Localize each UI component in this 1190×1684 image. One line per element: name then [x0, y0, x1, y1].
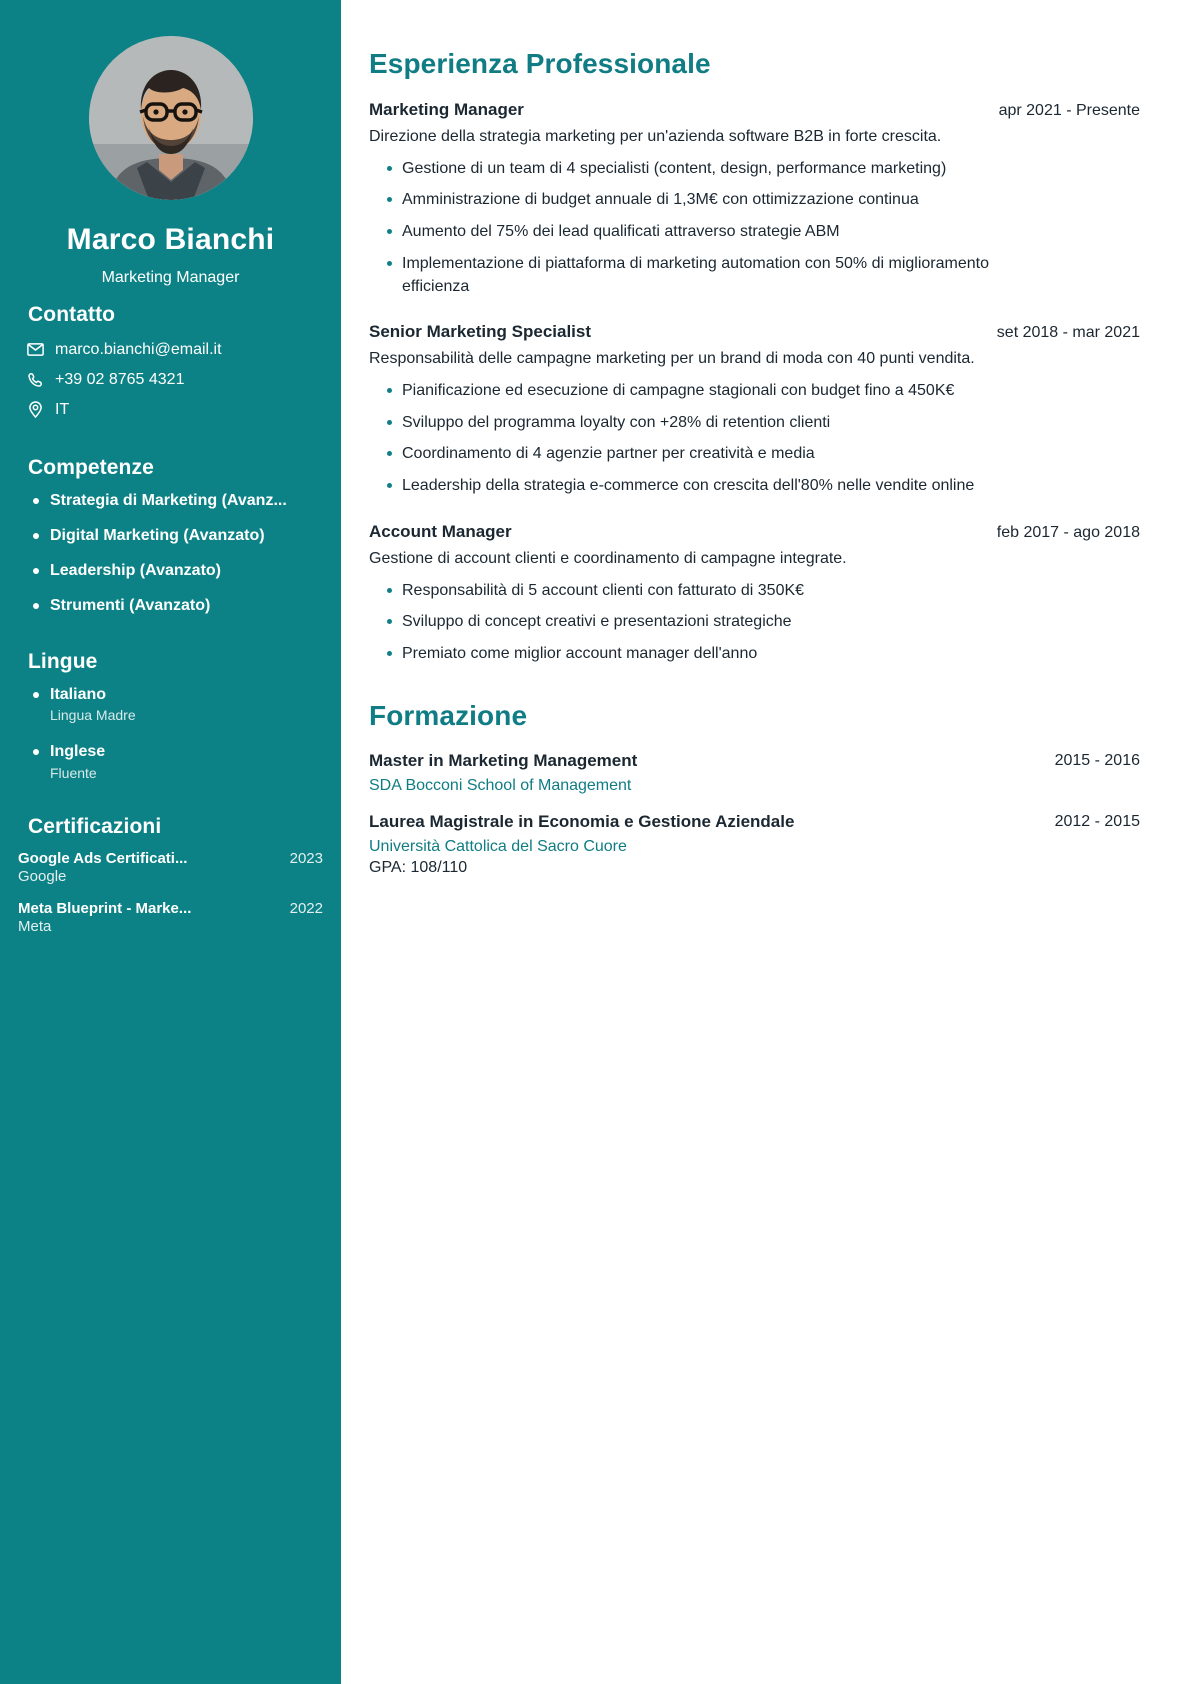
skills-list: [32, 491, 323, 616]
certification-item: [18, 850, 323, 885]
full-name: Marco Bianchi: [66, 223, 275, 256]
certification-name: Meta Blueprint - Marke...: [18, 900, 192, 918]
certification-item: [18, 900, 323, 935]
language-item: [32, 742, 323, 781]
job-dates: apr 2021 - Presente: [998, 102, 1140, 119]
certifications-heading: Certificazioni: [28, 815, 162, 839]
job-description: Direzione della strategia marketing per un'azienda software B2B in forte crescita.: [369, 128, 942, 145]
job-bullet: Pianificazione ed esecuzione di campagne stagionali con budget fino a 450K€: [369, 380, 1049, 403]
education-school: SDA Bocconi School of Management: [369, 776, 632, 794]
education-degree: Laurea Magistrale in Economia e Gestione Aziendale: [369, 811, 795, 831]
job-bullets: [369, 380, 1140, 498]
job-bullet: Gestione di un team di 4 specialisti (content, design, performance marketing): [369, 158, 1049, 181]
experience-entry: [369, 100, 1140, 298]
education-entry-header: [369, 750, 1140, 772]
job-title: Marketing Manager: [101, 269, 240, 286]
job-role: Marketing Manager: [369, 100, 524, 119]
contact-phone[interactable]: [26, 368, 323, 391]
education-gpa: GPA: 108/110: [369, 858, 468, 876]
skill-item: Digital Marketing (Avanzato): [32, 526, 323, 546]
languages-heading: Lingue: [28, 649, 98, 673]
certification-issuer: Meta: [18, 918, 52, 936]
contact-location-value: IT: [55, 401, 70, 419]
language-name: Inglese: [50, 743, 106, 761]
envelope-icon: [26, 343, 45, 356]
experience-entry-header: [369, 100, 1140, 120]
phone-icon: [26, 372, 45, 388]
languages-list: [32, 685, 323, 782]
job-bullet: Amministrazione di budget annuale di 1,3M€ con ottimizzazione continua: [369, 189, 1049, 212]
experience-entry: [369, 322, 1140, 498]
experience-entry-header: [369, 522, 1140, 542]
experience-section-title: Esperienza Professionale: [369, 48, 711, 79]
skills-heading: Competenze: [28, 455, 154, 479]
education-years: 2015 - 2016: [1054, 751, 1140, 769]
education-school: Università Cattolica del Sacro Cuore: [369, 837, 627, 855]
job-bullet: Aumento del 75% dei lead qualificati attraverso strategie ABM: [369, 221, 1049, 244]
contact-email[interactable]: [26, 338, 323, 361]
contact-location: [26, 398, 323, 421]
job-role: Senior Marketing Specialist: [369, 322, 592, 342]
job-bullet: Coordinamento di 4 agenzie partner per creatività e media: [369, 443, 1049, 466]
job-bullet: Sviluppo di concept creativi e presentazioni strategiche: [369, 611, 1049, 634]
job-bullet: Premiato come miglior account manager dell'anno: [369, 643, 1049, 666]
job-bullet: Implementazione di piattaforma di marketing automation con 50% di miglioramento efficienza: [369, 253, 1049, 298]
avatar-wrapper: [18, 36, 323, 200]
certification-issuer: Google: [18, 868, 67, 886]
avatar: [89, 36, 253, 200]
language-item: [32, 685, 323, 724]
job-description: Gestione di account clienti e coordinamento di campagne integrate.: [369, 549, 847, 567]
education-entry: [369, 811, 1140, 877]
certification-year: 2022: [289, 900, 323, 918]
skill-item: Leadership (Avanzato): [32, 561, 323, 581]
skill-item: Strategia di Marketing (Avanz...: [32, 491, 323, 511]
job-bullet: Responsabilità di 5 account clienti con fatturato di 350K€: [369, 580, 1049, 603]
location-pin-icon: [26, 401, 45, 418]
job-dates: feb 2017 - ago 2018: [996, 523, 1140, 541]
education-section-title: Formazione: [369, 699, 528, 731]
language-level: Fluente: [50, 765, 97, 782]
job-bullets: [369, 580, 1140, 666]
contact-email-value: marco.bianchi@email.it: [55, 341, 222, 358]
sidebar: [0, 0, 341, 1684]
job-bullets: [369, 158, 1140, 299]
job-description: Responsabilità delle campagne marketing per un brand di moda con 40 punti vendita.: [369, 350, 975, 368]
job-bullet: Sviluppo del programma loyalty con +28% di retention clienti: [369, 412, 1049, 435]
experience-entry: [369, 522, 1140, 666]
education-years: 2012 - 2015: [1054, 812, 1140, 830]
certification-header: [18, 850, 323, 867]
contact-heading: Contatto: [28, 303, 116, 326]
certification-name: Google Ads Certificati...: [18, 850, 188, 868]
contact-list: [26, 338, 323, 422]
profile-photo-illustration: [89, 36, 253, 200]
skill-item: Strumenti (Avanzato): [32, 596, 323, 616]
contact-phone-value: +39 02 8765 4321: [55, 371, 185, 389]
job-role: Account Manager: [369, 521, 512, 541]
education-entry: [369, 750, 1140, 795]
main-content: [341, 0, 1190, 1684]
experience-entry-header: [369, 322, 1140, 342]
education-entry-header: [369, 811, 1140, 833]
education-degree: Master in Marketing Management: [369, 750, 638, 770]
certification-header: [18, 900, 323, 917]
certifications-list: [18, 850, 323, 935]
certification-year: 2023: [289, 850, 323, 868]
job-bullet: Leadership della strategia e-commerce con crescita dell'80% nelle vendite online: [369, 475, 1049, 498]
language-level: Lingua Madre: [50, 707, 136, 724]
job-dates: set 2018 - mar 2021: [996, 324, 1140, 342]
language-name: Italiano: [50, 685, 107, 703]
